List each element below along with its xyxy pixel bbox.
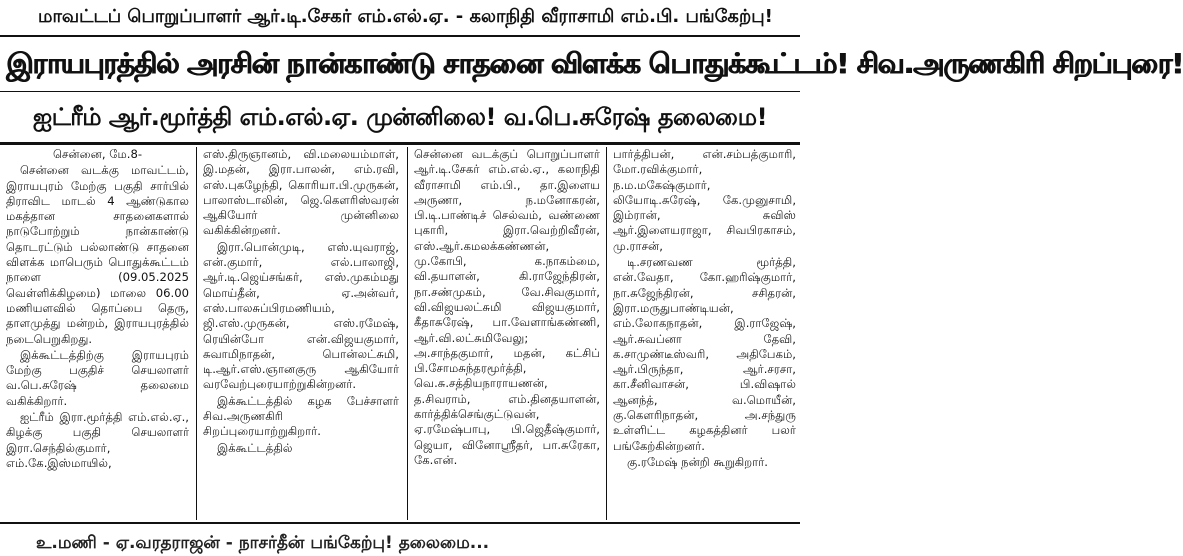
article-body [0,147,800,520]
subheadline: ஐட்ரீம் ஆர்.மூர்த்தி எம்.எல்.ஏ. முன்னிலை! வ.பெ.சுரேஷ் தலைமை! [32,103,768,131]
article-column-1 [6,147,189,520]
next-article-headline: உ.மணி - ஏ.வரதராஜன் - நாசர்தீன் பங்கேற்பு! தலைமை... [36,533,490,553]
article-column-3 [414,147,600,520]
article-paragraph: சென்னை, மே.8- [52,147,143,161]
column-divider [196,147,197,520]
article-paragraph: எஸ்.திருஞானம், வி.மலையம்மாள், இ.மதன், இரா.பாலன், எம்.ரவி, எஸ்.புகழேந்தி, கொரியா.பி.முருகன், பாலாஸ்டாலின், ஜெ.கௌரிஸ்வரன் ஆகியோர் முன்னிலை வகிக்கின்றனர். [203,147,399,238]
footer-rule [0,522,800,524]
article-paragraph: இரா.பொன்முடி, எஸ்.யுவராஜ், என்.குமார், எல்.பாலாஜி, ஆர்.டி.ஜெய்சங்கர், எஸ்.முகம்மது மொய்தீன், ஏ.அன்வர், எஸ்.பாலசுப்பிரமணியம், ஜி.எஸ்.முருகன், எஸ்.ரமேஷ், ரெயின்போ என்.விஜயகுமார், சுவாமிநாதன், பொன்லட்சுமி, டி.ஆர்.எஸ்.ஞானகுரு ஆகியோர் வரவேற்புரையாற்றுகின்றனர். [203,239,399,392]
divider-rule [0,142,800,145]
article-paragraph: பார்த்திபன், என்.சம்பத்குமாரி, மோ.ரவிக்குமார், ந.ம.மகேஷ்குமார், லியோடி.சுரேஷ், கே.முனுசாமி, இம்ரான், சுவிஸ் ஆர்.இளையராஜா, சிவபிரகாசம், மு.ராசன், [613,147,796,253]
column-divider [606,147,607,520]
article-paragraph: இக்கூட்டத்தில் [217,440,293,455]
article-paragraph: சென்னை வடக்கு மாவட்டம், இராயபுரம் மேற்கு பகுதி சார்பில் திராவிட மாடல் 4 ஆண்டுகால மகத்தான சாதனைகளால் நாடுபோற்றும் நான்காண்டு தொடரட்டும் பல்லாண்டு சாதனை விளக்க மாபெரும் பொதுக்கூட்டம் நாளை (09.05.2025 வெள்ளிக்கிழமை) மாலை 06.00 மணியளவில் தொப்பை தெரு, தாளமுத்து மன்றம், இராயபுரத்தில் நடைபெறுகிறது. [6,163,189,346]
headline-bar [0,35,1183,92]
article-paragraph: டி.சரணவண மூர்த்தி, என்.வேதா, கோ.ஹரிஷ்குமார், நா.சுஜேந்திரன், சசிதரன், இரா.மருதுபாண்டியன், எம்.லோகநாதன், இ.ராஜேஷ், ஆர்.சுவப்னா தேவி, க.சாமுண்டீஸ்வரி, அதிபேகம், ஆர்.பிருந்தா, ஆர்.சரசா, கா.சீனிவாசன், பி.விஷால் ஆனந்த், வ.மொயீன், கு.கௌரிநாதன், அ.சந்துரு உள்ளிட்ட கழகத்தினர் பலர் பங்கேற்கின்றனர். [613,255,796,453]
column-divider [407,147,408,520]
article-column-2 [203,147,399,520]
article-paragraph: கு.ரமேஷ் நன்றி கூறுகிறார். [627,454,768,469]
headline: இராயபுரத்தில் அரசின் நான்காண்டு சாதனை விளக்க பொதுக்கூட்டம்! சிவ.அருணகிரி சிறப்புரை! [6,47,1183,80]
kicker-line: மாவட்டப் பொறுப்பாளர் ஆர்.டி.சேகர் எம்.எல்.ஏ. - கலாநிதி வீராசாமி எம்.பி. பங்கேற்பு! [38,6,773,27]
article-paragraph: இக்கூட்டத்தில் கழக பேச்சாளர் சிவ.அருணகிரி சிறப்புரையாற்றுகிறார். [203,393,399,439]
article-paragraph: ஐட்ரீம் இரா.மூர்த்தி எம்.எல்.ஏ., கிழக்கு பகுதி செயலாளர் இரா.செந்தில்குமார், எம்.கே.இஸ்மாயில், [6,410,189,470]
article-column-4 [613,147,796,520]
article-paragraph: இக்கூட்டத்திற்கு இராயபுரம் மேற்கு பகுதிச் செயலாளர் வ.பெ.சுரேஷ் தலைமை வகிக்கிறார். [6,347,189,408]
article-paragraph: சென்னை வடக்குப் பொறுப்பாளர் ஆர்.டி.சேகர் எம்.எல்.ஏ., கலாநிதி வீராசாமி எம்.பி., தா.இளைய அருணா, ந.மனோகரன், பி.டி.பாண்டிச் செல்வம், வண்ணை புகாரி, இரா.வெற்றிவீரன், எஸ்.ஆர்.கமலக்கண்ணன், மு.கோபி, க.நாகம்மை, வி.தயாளன், கி.ராஜேந்திரன், நா.சண்முகம், வே.சிவகுமார், வி.விஜயலட்சுமி விஜயகுமார், கீதாசுரேஷ், பா.வேளாங்கண்ணி, ஆர்.வி.லட்சுமிவேலு; அ.சாந்தகுமார், மதன், கட்சிப் பி.சோமசுந்தரமூர்த்தி, வெ.சு.சத்தியநாராயணன், த.சிவராம், எம்.தினதயாளன், கார்த்திக்செங்குட்டுவன், ஏ.ரமேஷ்பாபு, பி.ஜெதீஷ்குமார், ஜெயா, வினோஸ்ரீதர், பா.சுரேகா, கே.என். [414,147,600,467]
